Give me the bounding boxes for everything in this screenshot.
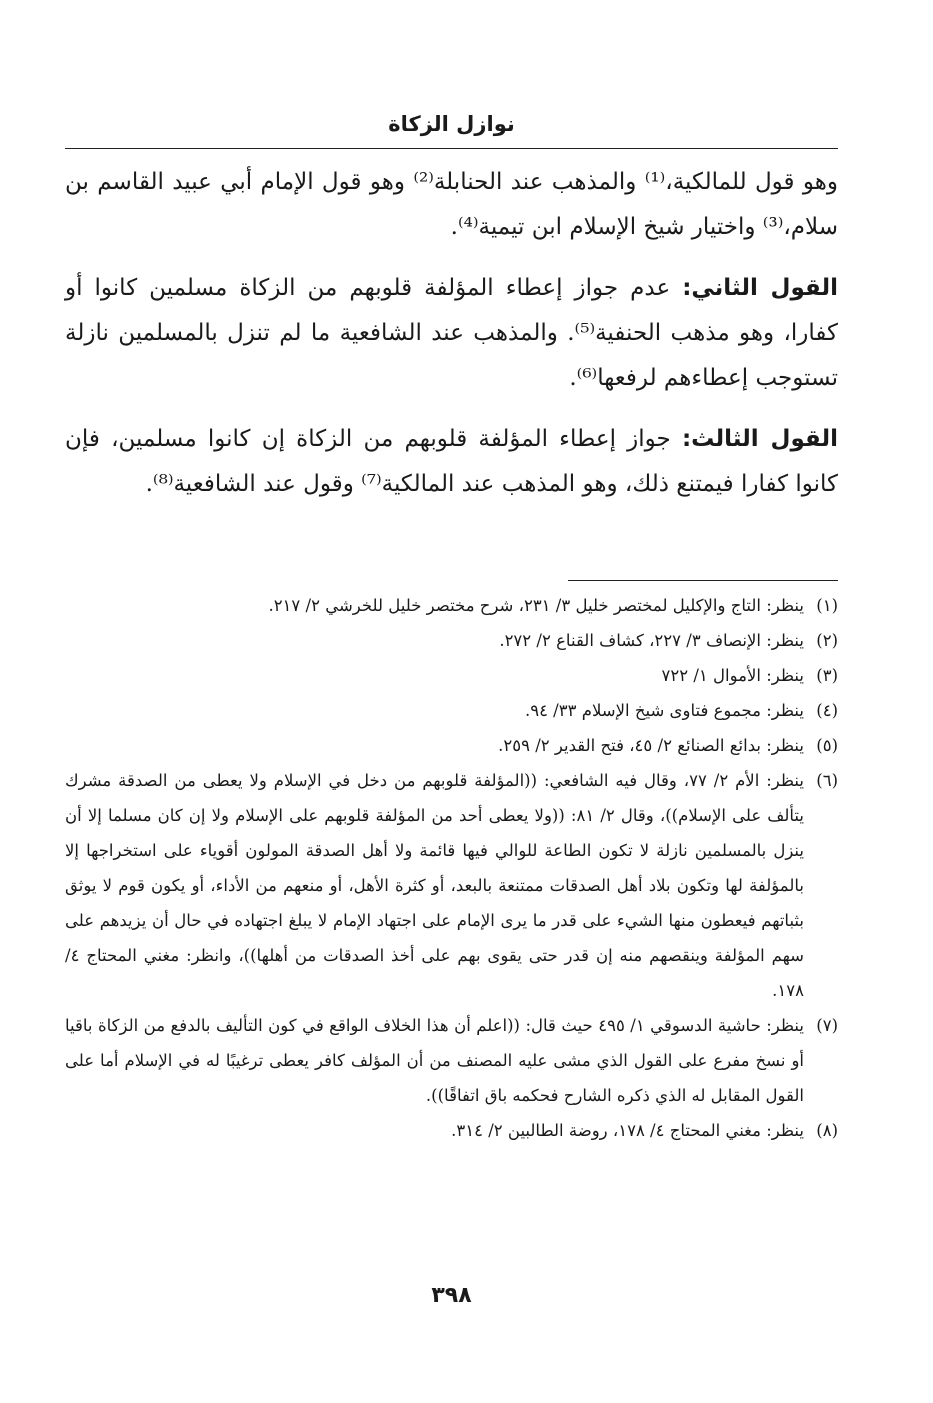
footnote-number: (٥): [816, 736, 838, 755]
paragraph-2-text: عدم جواز إعطاء المؤلفة قلوبهم من الزكاة مسلمين كانوا أو كفارا، وهو مذهب الحنفية⁽⁵⁾. والمذهب عند الشافعية ما لم تنزل بالمسلمين نازلة تستوجب إعطاءهم لرفعها⁽⁶⁾.: [65, 275, 838, 391]
footnote-5: [65, 728, 838, 763]
footnote-text: ينظر: حاشية الدسوقي ١/ ٤٩٥ حيث قال: ((اعلم أن هذا الخلاف الواقع في كون التأليف بالدفع من الزكاة باقيا أو نسخ مفرع على القول الذي مشى عليه المصنف من أن المؤلف كافر يعطى ترغيبًا له في الإسلام أما على القول المقابل له الذي ذكره الشارح فحكمه باق اتفاقًا)).: [65, 1016, 804, 1105]
page-number: ٣٩٨: [431, 1283, 472, 1308]
paragraph-1-text: وهو قول للمالكية،⁽¹⁾ والمذهب عند الحنابلة⁽²⁾ وهو قول الإمام أبي عبيد القاسم بن سلام،⁽³⁾ واختيار شيخ الإسلام ابن تيمية⁽⁴⁾.: [65, 169, 838, 240]
footnote-number: (٣): [816, 666, 838, 685]
footnote-number: (٢): [816, 631, 838, 650]
footnote-6: [65, 763, 838, 1008]
paragraph-1: [65, 160, 838, 250]
footnote-separator: [568, 580, 838, 581]
footnote-7: [65, 1008, 838, 1113]
footnote-3: [65, 658, 838, 693]
footnote-2: [65, 623, 838, 658]
footnote-4: [65, 693, 838, 728]
paragraph-2: [65, 266, 838, 401]
footnote-number: (٨): [816, 1121, 838, 1140]
running-header: نوازل الزكاة: [388, 112, 515, 136]
footnote-text: ينظر: بدائع الصنائع ٢/ ٤٥، فتح القدير ٢/ ٢٥٩.: [498, 736, 804, 755]
footnote-8: [65, 1113, 838, 1148]
footnote-text: ينظر: مغني المحتاج ٤/ ١٧٨، روضة الطالبين ٢/ ٣١٤.: [451, 1121, 804, 1140]
footnote-number: (٤): [816, 701, 838, 720]
footnote-text: ينظر: الإنصاف ٣/ ٢٢٧، كشاف القناع ٢/ ٢٧٢.: [499, 631, 804, 650]
paragraph-3: [65, 417, 838, 507]
paragraph-3-text: جواز إعطاء المؤلفة قلوبهم من الزكاة إن كانوا مسلمين، فإن كانوا كفارا فيمتنع ذلك، وهو المذهب عند المالكية⁽⁷⁾ وقول عند الشافعية⁽⁸⁾.: [65, 426, 838, 497]
footnote-text: ينظر: الأموال ١/ ٧٢٢: [661, 666, 804, 685]
third-opinion-heading: القول الثالث:: [681, 426, 839, 452]
footnote-number: (٧): [816, 1016, 838, 1035]
footnote-text: ينظر: التاج والإكليل لمختصر خليل ٣/ ٢٣١، شرح مختصر خليل للخرشي ٢/ ٢١٧.: [268, 596, 804, 615]
main-text: [65, 160, 838, 523]
footnote-text: ينظر: مجموع فتاوى شيخ الإسلام ٣٣/ ٩٤.: [524, 701, 804, 720]
book-page: [65, 0, 838, 1403]
footnote-text: ينظر: الأم ٢/ ٧٧، وقال فيه الشافعي: ((المؤلفة قلوبهم من دخل في الإسلام ولا يعطى من الصدقة مشرك يتألف على الإسلام))، وقال ٢/ ٨١: ((ولا يعطى أحد من المؤلفة قلوبهم على الإسلام ولا إن كان مسلما إلا أن ينزل بالمسلمين نازلة لا تكون الطاعة للوالي فيها قائمة ولا أهل الصدقة المولون أقوياء على استخراجها إلا بالمؤلفة لها وتكون بلاد أهل الصدقات ممتنعة بالبعد، أو كثرة الأهل، أو منعهم من الأداء، أو يكون قوم لا يوثق بثباتهم فيعطون منها الشيء على قدر ما يرى الإمام على اجتهاد الإمام لا يبلغ اجتهاده في حال أن يزيدهم على سهم المؤلفة وينقصهم منه إن قدر حتى يقوى بهم على أخذ الصدقات من أهلها))، وانظر: مغني المحتاج ٤/ ١٧٨.: [65, 771, 804, 1000]
footnotes: [65, 588, 838, 1148]
footnote-number: (١): [816, 596, 838, 615]
header-rule: [65, 148, 838, 149]
footnote-1: [65, 588, 838, 623]
footnote-number: (٦): [816, 771, 838, 790]
second-opinion-heading: القول الثاني:: [682, 275, 838, 301]
